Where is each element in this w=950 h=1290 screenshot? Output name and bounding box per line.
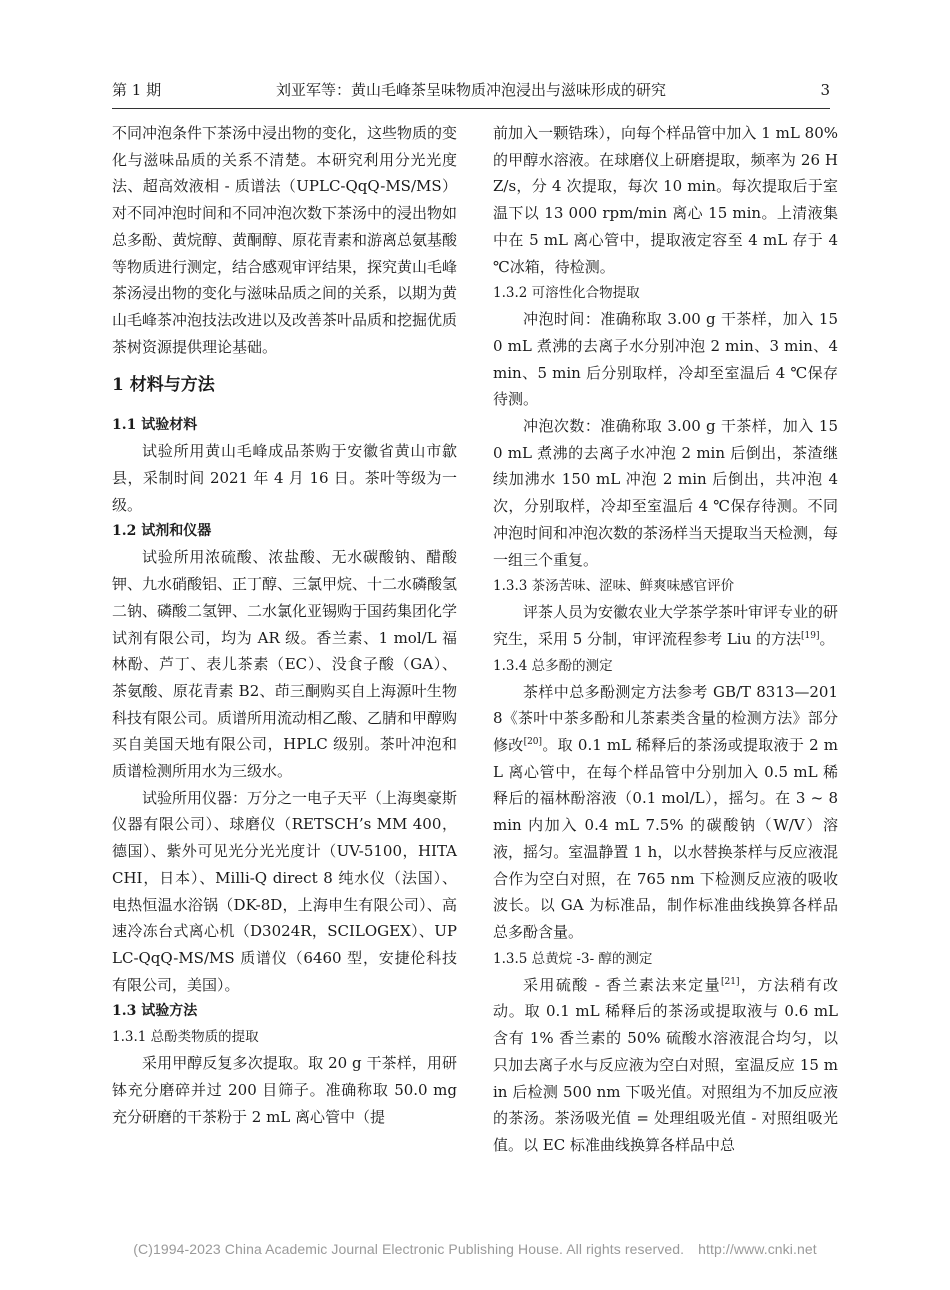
paragraph-1-3-5-part-b: ，方法稍有改动。取 0.1 mL 稀释后的茶汤或提取液与 0.6 mL 含有 1% 香兰素的 50% 硫酸水溶液混合均匀，以只加去离子水与反应液为空白对照，室温反应 15 min 后检测 500 nm 下吸光值。对照组为不加反应液的茶汤。茶汤吸光值 = 处理组吸光值 - 对照组吸光值。以 EC 标准曲线换算各样品中总 [493,975,838,1154]
copyright-text: (C)1994-2023 China Academic Journal Electronic Publishing House. All rights reserved. [133,1241,685,1257]
section-heading-1-3: 1.3 试验方法 [112,1003,198,1020]
right-column [493,120,838,1159]
paragraph-1-2-reagents: 试验所用浓硫酸、浓盐酸、无水碳酸钠、醋酸钾、九水硝酸铝、正丁醇、三氯甲烷、十二水磷酸氢二钠、磷酸二氢钾、二水氯化亚锡购于国药集团化学试剂有限公司，均为 AR 级。香兰素、1 mol/L 福林酚、芦丁、表儿茶素（EC）、没食子酸（GA）、茶氨酸、原花青素 B2、茚三酮购买自上海源叶生物科技有限公司。质谱所用流动相乙酸、乙腈和甲醇购买自美国天地有限公司，HPLC 级别。茶叶冲泡和质谱检测所用水为三级水。 [112,548,458,781]
paragraph-brewing-times: 冲泡次数：准确称取 3.00 g 干茶样，加入 150 mL 煮沸的去离子水冲泡 2 min 后倒出，茶渣继续加沸水 150 mL 冲泡 2 min 后倒出，共冲泡 4 次，分别取样，冷却至室温后 4 ℃保存待测。不同冲泡时间和冲泡次数的茶汤样当天提取当天检测，每一组三个重复。 [493,417,839,569]
header-divider [112,108,830,109]
paragraph-1-3-3 [493,599,838,652]
paragraph-1-3-4 [493,679,838,946]
copyright-footer [0,1241,950,1257]
section-heading-1-2: 1.2 试剂和仪器 [112,523,212,540]
paragraph-1-3-3-end: 。 [819,629,835,648]
section-heading-1-3-2: 1.3.2 可溶性化合物提取 [493,285,640,302]
section-heading-1-3-4: 1.3.4 总多酚的测定 [493,657,613,674]
page-number: 3 [820,81,830,99]
paragraph-1-3-5-part-a: 采用硫酸 - 香兰素法来定量 [523,975,722,994]
section-heading-materials-methods: 1 材料与方法 [112,375,215,396]
section-heading-1-3-1: 1.3.1 总酚类物质的提取 [112,1029,259,1046]
intro-paragraph: 不同冲泡条件下茶汤中浸出物的变化，这些物质的变化与滋味品质的关系不清楚。本研究利用分光光度法、超高效液相 - 质谱法（UPLC-QqQ-MS/MS）对不同冲泡时间和不同冲泡次数下茶汤中的浸出物如总多酚、黄烷醇、黄酮醇、原花青素和游离总氨基酸等物质进行测定，结合感观审评结果，探究黄山毛峰茶汤浸出物的变化与滋味品质之间的关系，以期为黄山毛峰茶冲泡技法改进以及改善茶叶品质和挖掘优质茶树资源提供理论基础。 [112,124,458,356]
paragraph-1-3-4-part-b: 。取 0.1 mL 稀释后的茶汤或提取液于 2 mL 离心管中，在每个样品管中分别加入 0.5 mL 稀释后的福林酚溶液（0.1 mol/L），摇匀。在 3 ~ 8 min 内加入 0.4 mL 7.5% 的碳酸钠（W/V）溶液，摇匀。室温静置 1 h，以水替换茶样与反应液混合作为空白对照，在 765 nm 下检测反应液的吸收波长。以 GA 为标准品，制作标准曲线换算各样品总多酚含量。 [493,736,838,941]
left-column [112,120,457,1131]
running-title: 刘亚军等：黄山毛峰茶呈味物质冲泡浸出与滋味形成的研究 [275,81,666,99]
citation-19[interactable]: [19] [801,630,820,641]
paragraph-1-3-3-text: 评茶人员为安徽农业大学茶学茶叶审评专业的研究生，采用 5 分制，审评流程参考 Liu 的方法 [493,603,839,648]
paragraph-1-1: 试验所用黄山毛峰成品茶购于安徽省黄山市歙县，采制时间 2021 年 4 月 16 日。茶叶等级为一级。 [112,442,457,514]
paragraph-1-2-instruments: 试验所用仪器：万分之一电子天平（上海奥豪斯仪器有限公司）、球磨仪（RETSCH’s MM 400，德国）、紫外可见光分光光度计（UV-5100，HITACHI，日本）、Milli-Q direct 8 纯水仪（法国）、电热恒温水浴锅（DK-8D，上海申生有限公司）、高速冷冻台式离心机（D3024R，SCILOGEX）、UPLC-QqQ-MS/MS 质谱仪（6460 型，安捷伦科技有限公司，美国）。 [112,788,458,994]
section-heading-1-3-3: 1.3.3 茶汤苦味、涩味、鲜爽味感官评价 [493,578,735,595]
citation-21[interactable]: [21] [721,976,740,987]
running-header [112,76,830,104]
issue-number: 第 1 期 [112,81,162,99]
paragraph-continued: 前加入一颗锆珠），向每个样品管中加入 1 mL 80% 的甲醇水溶液。在球磨仪上研磨提取，频率为 26 HZ/s，分 4 次提取，每次 10 min。每次提取后于室温下以 13 000 rpm/min 离心 15 min。上清液集中在 5 mL 离心管中，提取液定容至 4 mL 存于 4 ℃冰箱，待检测。 [493,124,838,276]
citation-20[interactable]: [20] [523,737,543,748]
section-heading-1-1: 1.1 试验材料 [112,417,198,434]
section-heading-1-3-5: 1.3.5 总黄烷 -3- 醇的测定 [493,950,653,967]
paragraph-1-3-1: 采用甲醇反复多次提取。取 20 g 干茶样，用研钵充分磨碎并过 200 目筛子。准确称取 50.0 mg 充分研磨的干茶粉于 2 mL 离心管中（提 [112,1054,457,1126]
cnki-link[interactable]: http://www.cnki.net [698,1241,817,1257]
paragraph-brewing-time: 冲泡时间：准确称取 3.00 g 干茶样，加入 150 mL 煮沸的去离子水分别冲泡 2 min、3 min、4 min、5 min 后分别取样，冷却至室温后 4 ℃保存待测。 [493,310,838,409]
paragraph-1-3-5 [493,972,838,1159]
paragraph-1-3-4-part-a: 茶样中总多酚测定方法参考 GB/T 8313—2018《茶叶中茶多酚和儿茶素类含量的检测方法》部分修改 [493,682,838,755]
